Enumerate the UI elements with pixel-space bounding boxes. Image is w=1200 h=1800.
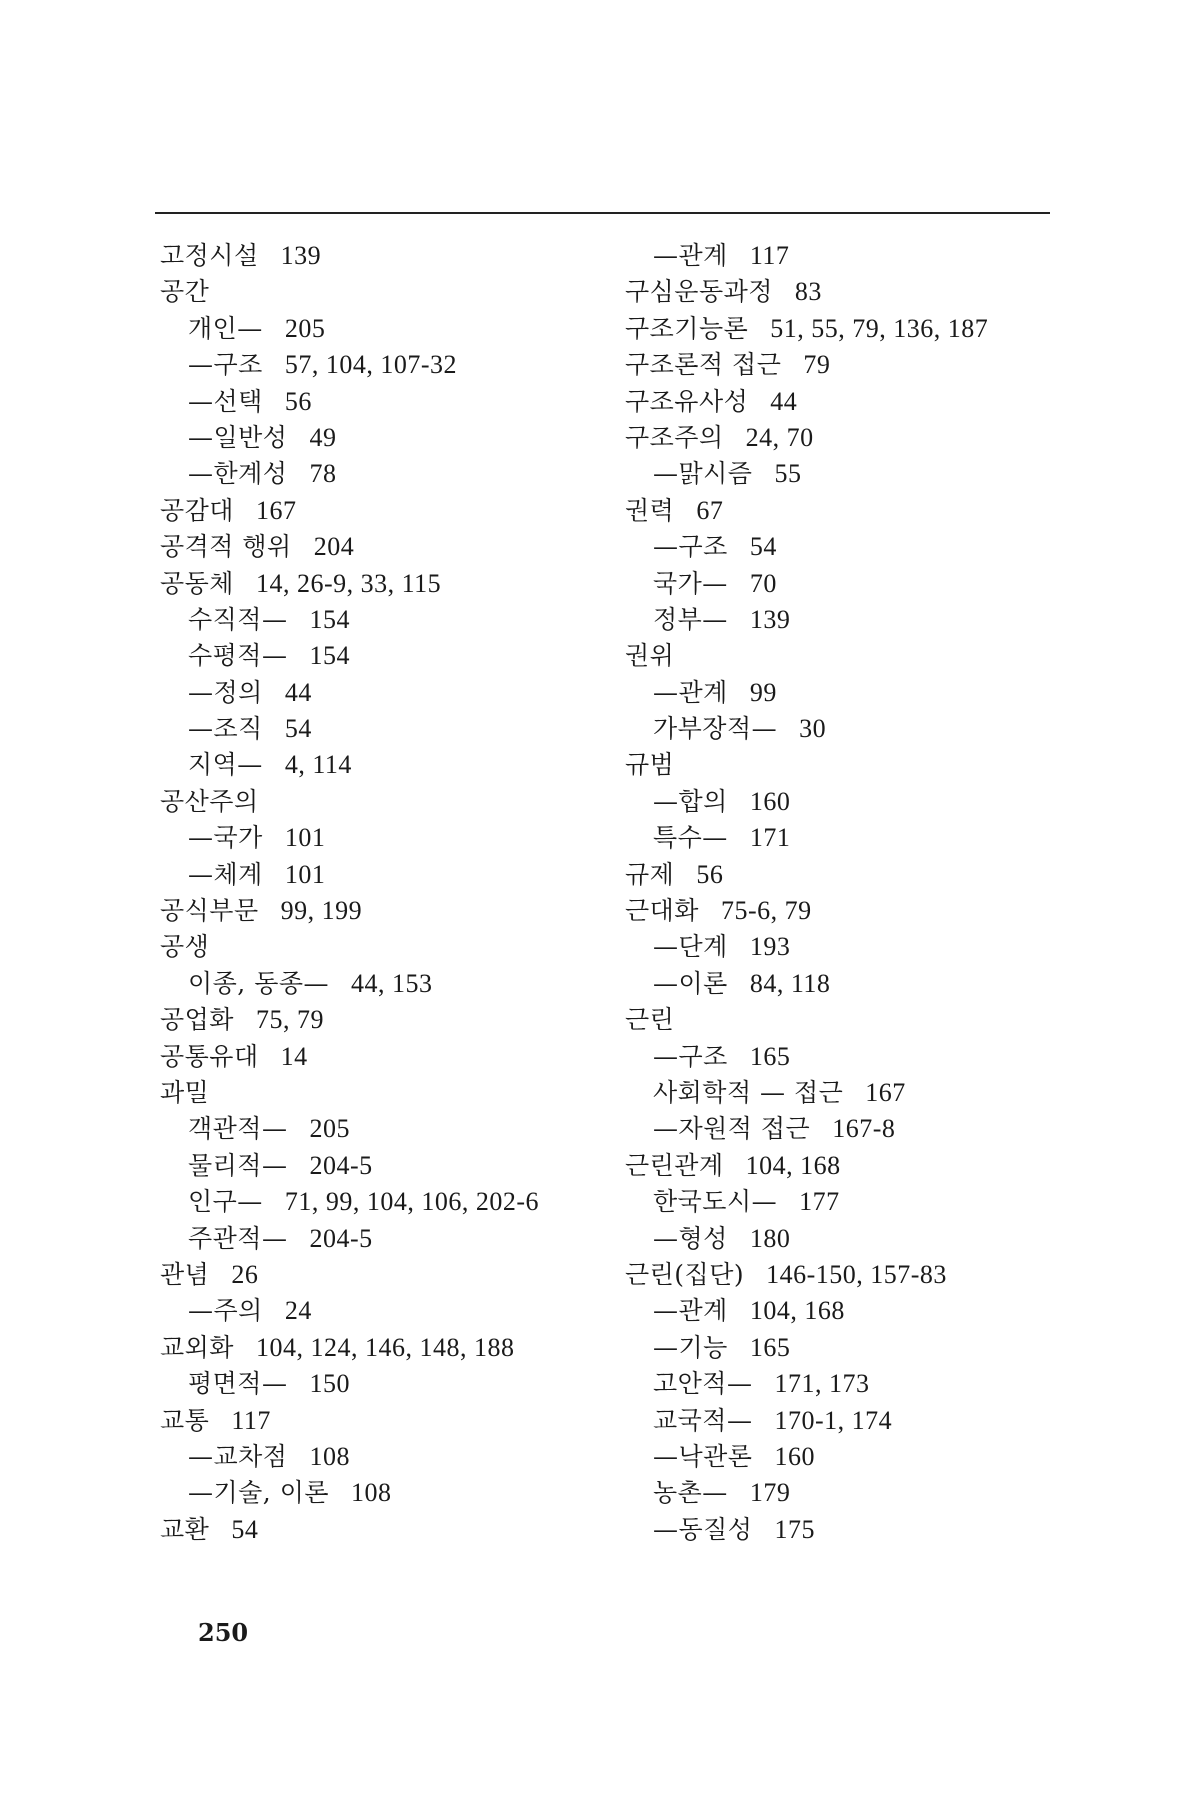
- index-entry: [160, 893, 600, 929]
- index-pages: 167-8: [832, 1114, 896, 1144]
- index-term: —단계: [653, 932, 728, 962]
- index-column-right: [625, 238, 1065, 1548]
- index-pages: 56: [696, 859, 724, 889]
- index-term: 구조주의: [625, 422, 724, 452]
- index-entry: [625, 311, 1065, 347]
- index-term: 구조론적 접근: [625, 350, 782, 380]
- index-pages: 108: [351, 1478, 392, 1508]
- index-pages: 49: [309, 422, 337, 452]
- index-entry: [160, 1075, 600, 1111]
- index-pages: 205: [284, 313, 326, 343]
- index-term: —주의: [188, 1296, 263, 1326]
- index-pages: 154: [309, 604, 350, 634]
- index-term: —조직: [188, 714, 263, 744]
- index-term: 규범: [625, 750, 675, 780]
- index-term: 구조유사성: [625, 386, 749, 416]
- index-pages: 54: [749, 532, 777, 562]
- index-entry: [625, 566, 1065, 602]
- index-entry: [160, 820, 600, 856]
- index-entry: [160, 675, 600, 711]
- index-entry: [625, 1293, 1065, 1329]
- index-entry: [160, 1184, 600, 1220]
- index-term: 공격적 행위: [160, 532, 292, 562]
- index-entry: [625, 1439, 1065, 1475]
- index-entry: [625, 820, 1065, 856]
- index-term: 교국적—: [653, 1405, 753, 1435]
- index-pages: 99, 199: [280, 896, 363, 926]
- index-entry: [625, 274, 1065, 310]
- index-term: 평면적—: [188, 1369, 288, 1399]
- index-entry: [160, 966, 600, 1002]
- index-entry: [625, 1184, 1065, 1220]
- index-pages: 179: [749, 1478, 791, 1508]
- index-pages: 83: [794, 277, 822, 307]
- index-pages: 24, 70: [745, 422, 814, 452]
- index-entry: [160, 1002, 600, 1038]
- index-entry: [160, 1475, 600, 1511]
- index-term: 공통유대: [160, 1041, 259, 1071]
- index-entry: [625, 747, 1065, 783]
- index-pages: 55: [774, 459, 802, 489]
- index-term: 교환: [160, 1514, 210, 1544]
- index-term: 주관적—: [188, 1223, 288, 1253]
- index-term: 국가—: [653, 568, 728, 598]
- index-pages: 75, 79: [255, 1005, 324, 1035]
- index-pages: 57, 104, 107-32: [284, 350, 457, 380]
- index-pages: 139: [749, 604, 791, 634]
- index-entry: [160, 747, 600, 783]
- index-term: 농촌—: [653, 1478, 728, 1508]
- index-pages: 24: [284, 1296, 312, 1326]
- index-term: 공동체: [160, 568, 234, 598]
- index-entry: [625, 1111, 1065, 1147]
- index-term: 인구—: [188, 1187, 263, 1217]
- index-column-left: [160, 238, 600, 1548]
- index-pages: 56: [284, 386, 312, 416]
- index-pages: 204-5: [309, 1223, 373, 1253]
- index-pages: 171: [749, 823, 791, 853]
- index-term: —구조: [188, 350, 263, 380]
- index-term: 공산주의: [160, 786, 259, 816]
- page-number: 250: [198, 1618, 249, 1647]
- index-term: 가부장적—: [653, 714, 778, 744]
- index-entry: [625, 1221, 1065, 1257]
- index-entry: [160, 711, 600, 747]
- index-entry: [625, 1403, 1065, 1439]
- index-pages: 160: [749, 786, 791, 816]
- index-term: 관념: [160, 1259, 210, 1289]
- index-term: 근대화: [625, 896, 699, 926]
- index-term: 이종, 동종—: [188, 968, 329, 998]
- index-entry: [160, 274, 600, 310]
- index-entry: [625, 1330, 1065, 1366]
- index-pages: 171, 173: [774, 1369, 870, 1399]
- index-pages: 204: [313, 532, 355, 562]
- index-term: 규제: [625, 859, 675, 889]
- index-entry: [160, 1111, 600, 1147]
- index-entry: [160, 1512, 600, 1548]
- index-entry: [625, 893, 1065, 929]
- index-pages: 79: [803, 350, 831, 380]
- index-term: 구조기능론: [625, 313, 749, 343]
- index-pages: 117: [749, 241, 790, 270]
- index-term: —자원적 접근: [653, 1114, 811, 1144]
- index-entry: [160, 1257, 600, 1293]
- index-term: 공식부문: [160, 896, 259, 926]
- index-term: —한계성: [188, 459, 288, 489]
- index-pages: 14: [280, 1041, 308, 1071]
- index-term: 지역—: [188, 750, 263, 780]
- index-term: 특수—: [653, 823, 728, 853]
- index-pages: 101: [284, 859, 326, 889]
- index-pages: 175: [774, 1514, 815, 1544]
- index-term: 수평적—: [188, 641, 288, 671]
- index-term: —선택: [188, 386, 263, 416]
- index-entry: [625, 1148, 1065, 1184]
- index-term: 사회학적 — 접근: [653, 1077, 844, 1107]
- index-term: —정의: [188, 677, 263, 707]
- index-term: —국가: [188, 823, 263, 853]
- index-pages: 146-150, 157-83: [766, 1259, 947, 1289]
- index-pages: 167: [255, 495, 297, 525]
- index-term: 권력: [625, 495, 675, 525]
- index-pages: 160: [774, 1441, 815, 1471]
- index-term: 과밀: [160, 1077, 210, 1107]
- index-entry: [160, 1039, 600, 1075]
- index-entry: [160, 857, 600, 893]
- index-pages: 104, 168: [749, 1296, 845, 1326]
- index-entry: [160, 311, 600, 347]
- index-pages: 51, 55, 79, 136, 187: [770, 313, 989, 343]
- index-pages: 165: [749, 1041, 791, 1071]
- index-pages: 167: [865, 1077, 906, 1107]
- index-term: 정부—: [653, 604, 728, 634]
- index-entry: [625, 238, 1065, 274]
- index-entry: [160, 929, 600, 965]
- index-term: 공생: [160, 932, 210, 962]
- index-entry: [625, 1475, 1065, 1511]
- index-term: 교통: [160, 1405, 210, 1435]
- index-entry: [625, 1075, 1065, 1111]
- index-pages: 170-1, 174: [774, 1405, 893, 1435]
- index-entry: [625, 966, 1065, 1002]
- index-term: —형성: [653, 1223, 728, 1253]
- index-term: —교차점: [188, 1441, 288, 1471]
- index-pages: 67: [696, 495, 724, 525]
- index-entry: [625, 857, 1065, 893]
- index-entry: [625, 1512, 1065, 1548]
- index-term: 객관적—: [188, 1114, 288, 1144]
- index-entry: [160, 456, 600, 492]
- index-entry: [625, 1366, 1065, 1402]
- index-entry: [625, 529, 1065, 565]
- index-pages: 177: [799, 1187, 840, 1217]
- index-pages: 84, 118: [749, 968, 831, 998]
- index-pages: 204-5: [309, 1150, 373, 1180]
- index-pages: 180: [749, 1223, 791, 1253]
- index-entry: [160, 1221, 600, 1257]
- index-term: 수직적—: [188, 604, 288, 634]
- index-entry: [625, 1039, 1065, 1075]
- index-entry: [625, 784, 1065, 820]
- index-term: —체계: [188, 859, 263, 889]
- index-term: 권위: [625, 641, 675, 671]
- index-entry: [625, 347, 1065, 383]
- index-term: —기능: [653, 1332, 728, 1362]
- index-entry: [625, 1002, 1065, 1038]
- index-entry: [160, 238, 600, 274]
- index-term: —합의: [653, 786, 728, 816]
- index-pages: 54: [231, 1514, 259, 1544]
- index-pages: 104, 168: [745, 1150, 841, 1180]
- index-term: —관계: [653, 241, 728, 270]
- index-pages: 165: [749, 1332, 791, 1362]
- index-entry: [160, 638, 600, 674]
- index-pages: 4, 114: [284, 750, 352, 780]
- index-pages: 139: [280, 241, 322, 270]
- index-term: —관계: [653, 1296, 728, 1326]
- index-pages: 154: [309, 641, 350, 671]
- index-term: —관계: [653, 677, 728, 707]
- index-term: —낙관론: [653, 1441, 753, 1471]
- index-term: —기술, 이론: [188, 1478, 329, 1508]
- index-entry: [160, 566, 600, 602]
- index-term: 고정시설: [160, 241, 259, 270]
- index-pages: 44: [770, 386, 798, 416]
- index-pages: 75-6, 79: [720, 896, 812, 926]
- index-entry: [625, 384, 1065, 420]
- index-entry: [160, 1148, 600, 1184]
- index-entry: [160, 347, 600, 383]
- index-entry: [160, 384, 600, 420]
- index-entry: [625, 1257, 1065, 1293]
- index-entry: [625, 638, 1065, 674]
- index-entry: [160, 420, 600, 456]
- index-pages: 26: [231, 1259, 259, 1289]
- index-pages: 150: [309, 1369, 350, 1399]
- index-term: —이론: [653, 968, 728, 998]
- index-entry: [160, 1366, 600, 1402]
- index-entry: [625, 456, 1065, 492]
- index-entry: [160, 1330, 600, 1366]
- index-entry: [160, 493, 600, 529]
- index-pages: 99: [749, 677, 777, 707]
- index-pages: 104, 124, 146, 148, 188: [255, 1332, 515, 1362]
- index-term: 공감대: [160, 495, 234, 525]
- index-entry: [160, 784, 600, 820]
- index-entry: [160, 1293, 600, 1329]
- index-entry: [160, 602, 600, 638]
- index-entry: [160, 1403, 600, 1439]
- index-pages: 193: [749, 932, 791, 962]
- index-pages: 71, 99, 104, 106, 202-6: [284, 1187, 539, 1217]
- index-term: —일반성: [188, 422, 288, 452]
- index-entry: [625, 420, 1065, 456]
- index-term: 개인—: [188, 313, 263, 343]
- index-entry: [160, 529, 600, 565]
- index-term: 공간: [160, 277, 210, 307]
- index-term: —구조: [653, 1041, 728, 1071]
- index-pages: 54: [284, 714, 312, 744]
- header-rule: [155, 212, 1050, 214]
- index-pages: 108: [309, 1441, 350, 1471]
- index-term: 근린관계: [625, 1150, 724, 1180]
- index-pages: 117: [231, 1405, 271, 1435]
- index-term: 한국도시—: [653, 1187, 778, 1217]
- index-term: 물리적—: [188, 1150, 288, 1180]
- index-term: 고안적—: [653, 1369, 753, 1399]
- index-pages: 101: [284, 823, 326, 853]
- index-pages: 44: [284, 677, 312, 707]
- index-entry: [625, 675, 1065, 711]
- index-pages: 78: [309, 459, 337, 489]
- index-term: 공업화: [160, 1005, 234, 1035]
- index-term: —구조: [653, 532, 728, 562]
- index-entry: [160, 1439, 600, 1475]
- index-term: 근린(집단): [625, 1259, 745, 1289]
- index-entry: [625, 711, 1065, 747]
- index-pages: 70: [749, 568, 777, 598]
- index-pages: 30: [799, 714, 827, 744]
- index-term: —맑시즘: [653, 459, 753, 489]
- index-pages: 205: [309, 1114, 350, 1144]
- index-pages: 14, 26-9, 33, 115: [255, 568, 442, 598]
- index-term: 근린: [625, 1005, 675, 1035]
- index-pages: 44, 153: [351, 968, 433, 998]
- index-entry: [625, 493, 1065, 529]
- index-entry: [625, 602, 1065, 638]
- index-term: 구심운동과정: [625, 277, 773, 307]
- index-term: —동질성: [653, 1514, 753, 1544]
- index-entry: [625, 929, 1065, 965]
- index-term: 교외화: [160, 1332, 234, 1362]
